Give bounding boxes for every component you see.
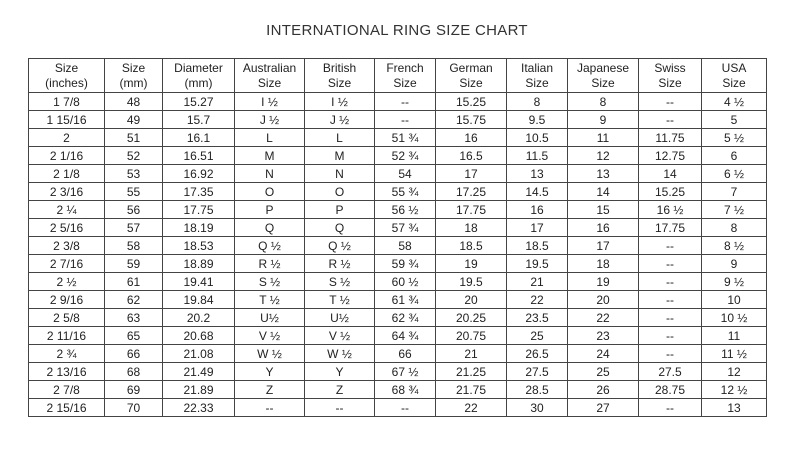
- table-cell-australian-size: P: [235, 201, 305, 219]
- column-header-british-size: [305, 59, 375, 93]
- column-header-line: French: [386, 60, 424, 75]
- table-cell-italian-size: 22: [507, 291, 568, 309]
- table-cell-japanese-size: 13: [568, 165, 639, 183]
- table-cell-french-size: 57 ¾: [375, 219, 436, 237]
- table-cell-italian-size: 13: [507, 165, 568, 183]
- column-header-line: Size: [722, 75, 746, 90]
- table-cell-size-inches: 2 5/16: [29, 219, 105, 237]
- table-cell-australian-size: R ½: [235, 255, 305, 273]
- table-cell-japanese-size: 25: [568, 363, 639, 381]
- table-cell-size-inches: 2 ½: [29, 273, 105, 291]
- table-row: [29, 183, 767, 201]
- table-cell-japanese-size: 12: [568, 147, 639, 165]
- table-cell-french-size: --: [375, 399, 436, 417]
- table-cell-japanese-size: 18: [568, 255, 639, 273]
- table-cell-size-mm: 56: [105, 201, 163, 219]
- table-cell-size-mm: 62: [105, 291, 163, 309]
- column-header-line: Australian: [242, 60, 297, 75]
- table-cell-usa-size: 4 ½: [702, 93, 767, 111]
- table-cell-german-size: 19.5: [436, 273, 507, 291]
- table-cell-japanese-size: 19: [568, 273, 639, 291]
- table-cell-size-inches: 2 1/8: [29, 165, 105, 183]
- table-cell-size-mm: 66: [105, 345, 163, 363]
- ring-size-table: [28, 58, 767, 417]
- table-cell-french-size: 52 ¾: [375, 147, 436, 165]
- table-cell-usa-size: 9 ½: [702, 273, 767, 291]
- table-cell-japanese-size: 14: [568, 183, 639, 201]
- table-cell-size-mm: 55: [105, 183, 163, 201]
- table-cell-french-size: --: [375, 111, 436, 129]
- table-cell-diameter-mm: 16.51: [163, 147, 235, 165]
- table-row: [29, 147, 767, 165]
- table-cell-australian-size: N: [235, 165, 305, 183]
- table-cell-french-size: 68 ¾: [375, 381, 436, 399]
- table-cell-australian-size: Q: [235, 219, 305, 237]
- table-cell-size-inches: 2 ¼: [29, 201, 105, 219]
- table-cell-british-size: Y: [305, 363, 375, 381]
- table-cell-size-mm: 48: [105, 93, 163, 111]
- table-cell-british-size: V ½: [305, 327, 375, 345]
- table-cell-diameter-mm: 15.27: [163, 93, 235, 111]
- table-cell-german-size: 15.25: [436, 93, 507, 111]
- table-cell-japanese-size: 8: [568, 93, 639, 111]
- table-cell-swiss-size: --: [639, 111, 702, 129]
- table-cell-british-size: M: [305, 147, 375, 165]
- table-cell-german-size: 21.75: [436, 381, 507, 399]
- column-header-line: USA: [721, 60, 747, 75]
- table-cell-size-mm: 57: [105, 219, 163, 237]
- table-cell-italian-size: 25: [507, 327, 568, 345]
- table-cell-diameter-mm: 19.41: [163, 273, 235, 291]
- table-cell-australian-size: I ½: [235, 93, 305, 111]
- table-cell-german-size: 16.5: [436, 147, 507, 165]
- table-cell-german-size: 21: [436, 345, 507, 363]
- table-cell-swiss-size: 12.75: [639, 147, 702, 165]
- table-cell-french-size: 61 ¾: [375, 291, 436, 309]
- table-cell-japanese-size: 24: [568, 345, 639, 363]
- table-cell-french-size: 56 ½: [375, 201, 436, 219]
- table-cell-italian-size: 21: [507, 273, 568, 291]
- column-header-line: Size: [658, 75, 682, 90]
- table-cell-italian-size: 28.5: [507, 381, 568, 399]
- table-cell-diameter-mm: 21.89: [163, 381, 235, 399]
- table-cell-size-inches: 2 3/16: [29, 183, 105, 201]
- table-cell-size-mm: 58: [105, 237, 163, 255]
- table-cell-usa-size: 6 ½: [702, 165, 767, 183]
- table-cell-swiss-size: 27.5: [639, 363, 702, 381]
- table-cell-french-size: 62 ¾: [375, 309, 436, 327]
- table-cell-size-inches: 2 ¾: [29, 345, 105, 363]
- table-cell-size-mm: 63: [105, 309, 163, 327]
- table-row: [29, 237, 767, 255]
- column-header-line: Size: [121, 60, 146, 75]
- table-cell-usa-size: 12: [702, 363, 767, 381]
- column-header-line: Size: [257, 75, 282, 90]
- column-header-size-inches: [29, 59, 105, 93]
- table-cell-british-size: R ½: [305, 255, 375, 273]
- table-cell-diameter-mm: 15.7: [163, 111, 235, 129]
- table-cell-usa-size: 7 ½: [702, 201, 767, 219]
- column-header-swiss-size: [639, 59, 702, 93]
- column-header-japanese-size: [568, 59, 639, 93]
- table-cell-swiss-size: --: [639, 399, 702, 417]
- table-cell-size-inches: 2 3/8: [29, 237, 105, 255]
- table-cell-size-mm: 59: [105, 255, 163, 273]
- table-cell-french-size: 58: [375, 237, 436, 255]
- table-cell-italian-size: 27.5: [507, 363, 568, 381]
- table-row: [29, 309, 767, 327]
- table-cell-german-size: 20: [436, 291, 507, 309]
- column-header-line: (mm): [119, 75, 148, 90]
- table-cell-british-size: N: [305, 165, 375, 183]
- table-cell-australian-size: M: [235, 147, 305, 165]
- column-header-australian-size: [235, 59, 305, 93]
- table-cell-diameter-mm: 18.19: [163, 219, 235, 237]
- table-cell-italian-size: 11.5: [507, 147, 568, 165]
- table-cell-size-inches: 1 15/16: [29, 111, 105, 129]
- table-cell-italian-size: 17: [507, 219, 568, 237]
- table-row: [29, 273, 767, 291]
- table-cell-usa-size: 9: [702, 255, 767, 273]
- table-cell-size-inches: 2 13/16: [29, 363, 105, 381]
- table-cell-diameter-mm: 20.2: [163, 309, 235, 327]
- column-header-line: Size: [525, 75, 549, 90]
- table-row: [29, 363, 767, 381]
- table-cell-japanese-size: 20: [568, 291, 639, 309]
- column-header-line: Italian: [520, 60, 554, 75]
- table-cell-usa-size: 11 ½: [702, 345, 767, 363]
- table-cell-italian-size: 9.5: [507, 111, 568, 129]
- table-cell-size-mm: 69: [105, 381, 163, 399]
- table-cell-german-size: 20.25: [436, 309, 507, 327]
- header-row: [29, 59, 767, 93]
- table-cell-diameter-mm: 19.84: [163, 291, 235, 309]
- table-cell-australian-size: Y: [235, 363, 305, 381]
- column-header-line: German: [449, 60, 493, 75]
- table-cell-british-size: O: [305, 183, 375, 201]
- table-row: [29, 201, 767, 219]
- table-cell-french-size: 59 ¾: [375, 255, 436, 273]
- table-cell-swiss-size: --: [639, 309, 702, 327]
- column-header-line: (mm): [184, 75, 213, 90]
- table-cell-swiss-size: --: [639, 291, 702, 309]
- table-cell-swiss-size: 28.75: [639, 381, 702, 399]
- table-cell-size-inches: 2 15/16: [29, 399, 105, 417]
- table-cell-british-size: T ½: [305, 291, 375, 309]
- table-cell-swiss-size: --: [639, 93, 702, 111]
- column-header-line: Size: [393, 75, 417, 90]
- table-cell-british-size: Q ½: [305, 237, 375, 255]
- table-cell-italian-size: 18.5: [507, 237, 568, 255]
- table-cell-size-inches: 1 7/8: [29, 93, 105, 111]
- table-cell-italian-size: 23.5: [507, 309, 568, 327]
- table-cell-diameter-mm: 22.33: [163, 399, 235, 417]
- table-cell-british-size: S ½: [305, 273, 375, 291]
- table-cell-german-size: 22: [436, 399, 507, 417]
- table-cell-australian-size: --: [235, 399, 305, 417]
- table-cell-australian-size: J ½: [235, 111, 305, 129]
- table-cell-swiss-size: 16 ½: [639, 201, 702, 219]
- table-cell-australian-size: O: [235, 183, 305, 201]
- table-cell-australian-size: S ½: [235, 273, 305, 291]
- table-cell-british-size: --: [305, 399, 375, 417]
- table-cell-diameter-mm: 20.68: [163, 327, 235, 345]
- table-cell-size-inches: 2 1/16: [29, 147, 105, 165]
- table-cell-usa-size: 10: [702, 291, 767, 309]
- table-cell-british-size: Z: [305, 381, 375, 399]
- table-cell-size-inches: 2: [29, 129, 105, 147]
- table-cell-french-size: 66: [375, 345, 436, 363]
- table-cell-british-size: I ½: [305, 93, 375, 111]
- table-cell-japanese-size: 17: [568, 237, 639, 255]
- table-row: [29, 345, 767, 363]
- table-cell-french-size: --: [375, 93, 436, 111]
- column-header-line: Size: [54, 60, 79, 75]
- table-cell-japanese-size: 27: [568, 399, 639, 417]
- table-cell-japanese-size: 22: [568, 309, 639, 327]
- table-cell-british-size: J ½: [305, 111, 375, 129]
- table-cell-size-mm: 68: [105, 363, 163, 381]
- table-cell-italian-size: 16: [507, 201, 568, 219]
- table-cell-german-size: 18.5: [436, 237, 507, 255]
- table-cell-diameter-mm: 18.53: [163, 237, 235, 255]
- table-cell-italian-size: 10.5: [507, 129, 568, 147]
- table-cell-australian-size: U½: [235, 309, 305, 327]
- table-row: [29, 291, 767, 309]
- table-row: [29, 327, 767, 345]
- column-header-line: Swiss: [654, 60, 686, 75]
- table-cell-japanese-size: 16: [568, 219, 639, 237]
- table-cell-australian-size: T ½: [235, 291, 305, 309]
- table-cell-japanese-size: 26: [568, 381, 639, 399]
- table-row: [29, 255, 767, 273]
- table-cell-british-size: L: [305, 129, 375, 147]
- table-cell-size-inches: 2 7/8: [29, 381, 105, 399]
- table-cell-usa-size: 6: [702, 147, 767, 165]
- column-header-line: (inches): [45, 75, 88, 90]
- table-cell-diameter-mm: 16.1: [163, 129, 235, 147]
- column-header-german-size: [436, 59, 507, 93]
- table-cell-usa-size: 13: [702, 399, 767, 417]
- column-header-french-size: [375, 59, 436, 93]
- table-cell-usa-size: 8 ½: [702, 237, 767, 255]
- table-cell-italian-size: 19.5: [507, 255, 568, 273]
- table-cell-french-size: 60 ½: [375, 273, 436, 291]
- column-header-diameter-mm: [163, 59, 235, 93]
- table-cell-australian-size: Q ½: [235, 237, 305, 255]
- table-cell-italian-size: 8: [507, 93, 568, 111]
- table-cell-french-size: 54: [375, 165, 436, 183]
- table-cell-japanese-size: 23: [568, 327, 639, 345]
- table-cell-usa-size: 12 ½: [702, 381, 767, 399]
- table-cell-australian-size: V ½: [235, 327, 305, 345]
- column-header-line: Diameter: [174, 60, 223, 75]
- table-cell-french-size: 67 ½: [375, 363, 436, 381]
- table-cell-size-inches: 2 7/16: [29, 255, 105, 273]
- column-header-line: British: [322, 60, 357, 75]
- table-cell-swiss-size: --: [639, 255, 702, 273]
- table-cell-german-size: 21.25: [436, 363, 507, 381]
- chart-title: INTERNATIONAL RING SIZE CHART: [266, 22, 528, 39]
- table-cell-japanese-size: 11: [568, 129, 639, 147]
- table-cell-german-size: 20.75: [436, 327, 507, 345]
- table-cell-german-size: 17.25: [436, 183, 507, 201]
- table-cell-german-size: 19: [436, 255, 507, 273]
- table-cell-australian-size: Z: [235, 381, 305, 399]
- table-cell-french-size: 55 ¾: [375, 183, 436, 201]
- table-cell-size-mm: 49: [105, 111, 163, 129]
- table-cell-size-mm: 52: [105, 147, 163, 165]
- table-cell-german-size: 17.75: [436, 201, 507, 219]
- column-header-italian-size: [507, 59, 568, 93]
- table-cell-british-size: U½: [305, 309, 375, 327]
- column-header-line: Size: [591, 75, 615, 90]
- table-cell-usa-size: 11: [702, 327, 767, 345]
- table-cell-size-mm: 51: [105, 129, 163, 147]
- table-cell-size-inches: 2 5/8: [29, 309, 105, 327]
- table-cell-italian-size: 14.5: [507, 183, 568, 201]
- table-row: [29, 399, 767, 417]
- table-cell-swiss-size: 11.75: [639, 129, 702, 147]
- column-header-size-mm: [105, 59, 163, 93]
- table-cell-japanese-size: 9: [568, 111, 639, 129]
- table-cell-swiss-size: --: [639, 327, 702, 345]
- column-header-line: Size: [459, 75, 483, 90]
- table-cell-british-size: W ½: [305, 345, 375, 363]
- table-cell-australian-size: W ½: [235, 345, 305, 363]
- table-cell-size-mm: 61: [105, 273, 163, 291]
- table-cell-usa-size: 7: [702, 183, 767, 201]
- table-cell-british-size: Q: [305, 219, 375, 237]
- table-cell-french-size: 51 ¾: [375, 129, 436, 147]
- table-cell-german-size: 16: [436, 129, 507, 147]
- column-header-usa-size: [702, 59, 767, 93]
- table-cell-diameter-mm: 21.08: [163, 345, 235, 363]
- table-row: [29, 129, 767, 147]
- table-row: [29, 165, 767, 183]
- table-cell-australian-size: L: [235, 129, 305, 147]
- table-row: [29, 219, 767, 237]
- table-cell-swiss-size: 17.75: [639, 219, 702, 237]
- table-cell-usa-size: 5: [702, 111, 767, 129]
- table-cell-german-size: 17: [436, 165, 507, 183]
- table-cell-usa-size: 10 ½: [702, 309, 767, 327]
- table-row: [29, 111, 767, 129]
- table-cell-size-inches: 2 11/16: [29, 327, 105, 345]
- table-cell-swiss-size: --: [639, 237, 702, 255]
- table-cell-diameter-mm: 21.49: [163, 363, 235, 381]
- table-cell-french-size: 64 ¾: [375, 327, 436, 345]
- table-cell-size-mm: 70: [105, 399, 163, 417]
- column-header-line: Size: [327, 75, 352, 90]
- table-cell-usa-size: 5 ½: [702, 129, 767, 147]
- table-cell-usa-size: 8: [702, 219, 767, 237]
- table-cell-diameter-mm: 17.75: [163, 201, 235, 219]
- table-cell-british-size: P: [305, 201, 375, 219]
- table-row: [29, 93, 767, 111]
- table-cell-italian-size: 26.5: [507, 345, 568, 363]
- table-cell-german-size: 18: [436, 219, 507, 237]
- table-cell-german-size: 15.75: [436, 111, 507, 129]
- table-cell-swiss-size: 15.25: [639, 183, 702, 201]
- table-cell-italian-size: 30: [507, 399, 568, 417]
- table-cell-swiss-size: --: [639, 273, 702, 291]
- table-cell-japanese-size: 15: [568, 201, 639, 219]
- table-cell-diameter-mm: 16.92: [163, 165, 235, 183]
- table-cell-size-inches: 2 9/16: [29, 291, 105, 309]
- table-cell-size-mm: 65: [105, 327, 163, 345]
- table-cell-diameter-mm: 17.35: [163, 183, 235, 201]
- table-cell-swiss-size: --: [639, 345, 702, 363]
- table-cell-diameter-mm: 18.89: [163, 255, 235, 273]
- table-cell-size-mm: 53: [105, 165, 163, 183]
- table-body: [29, 93, 767, 417]
- column-header-line: Japanese: [576, 60, 630, 75]
- table-cell-swiss-size: 14: [639, 165, 702, 183]
- table-row: [29, 381, 767, 399]
